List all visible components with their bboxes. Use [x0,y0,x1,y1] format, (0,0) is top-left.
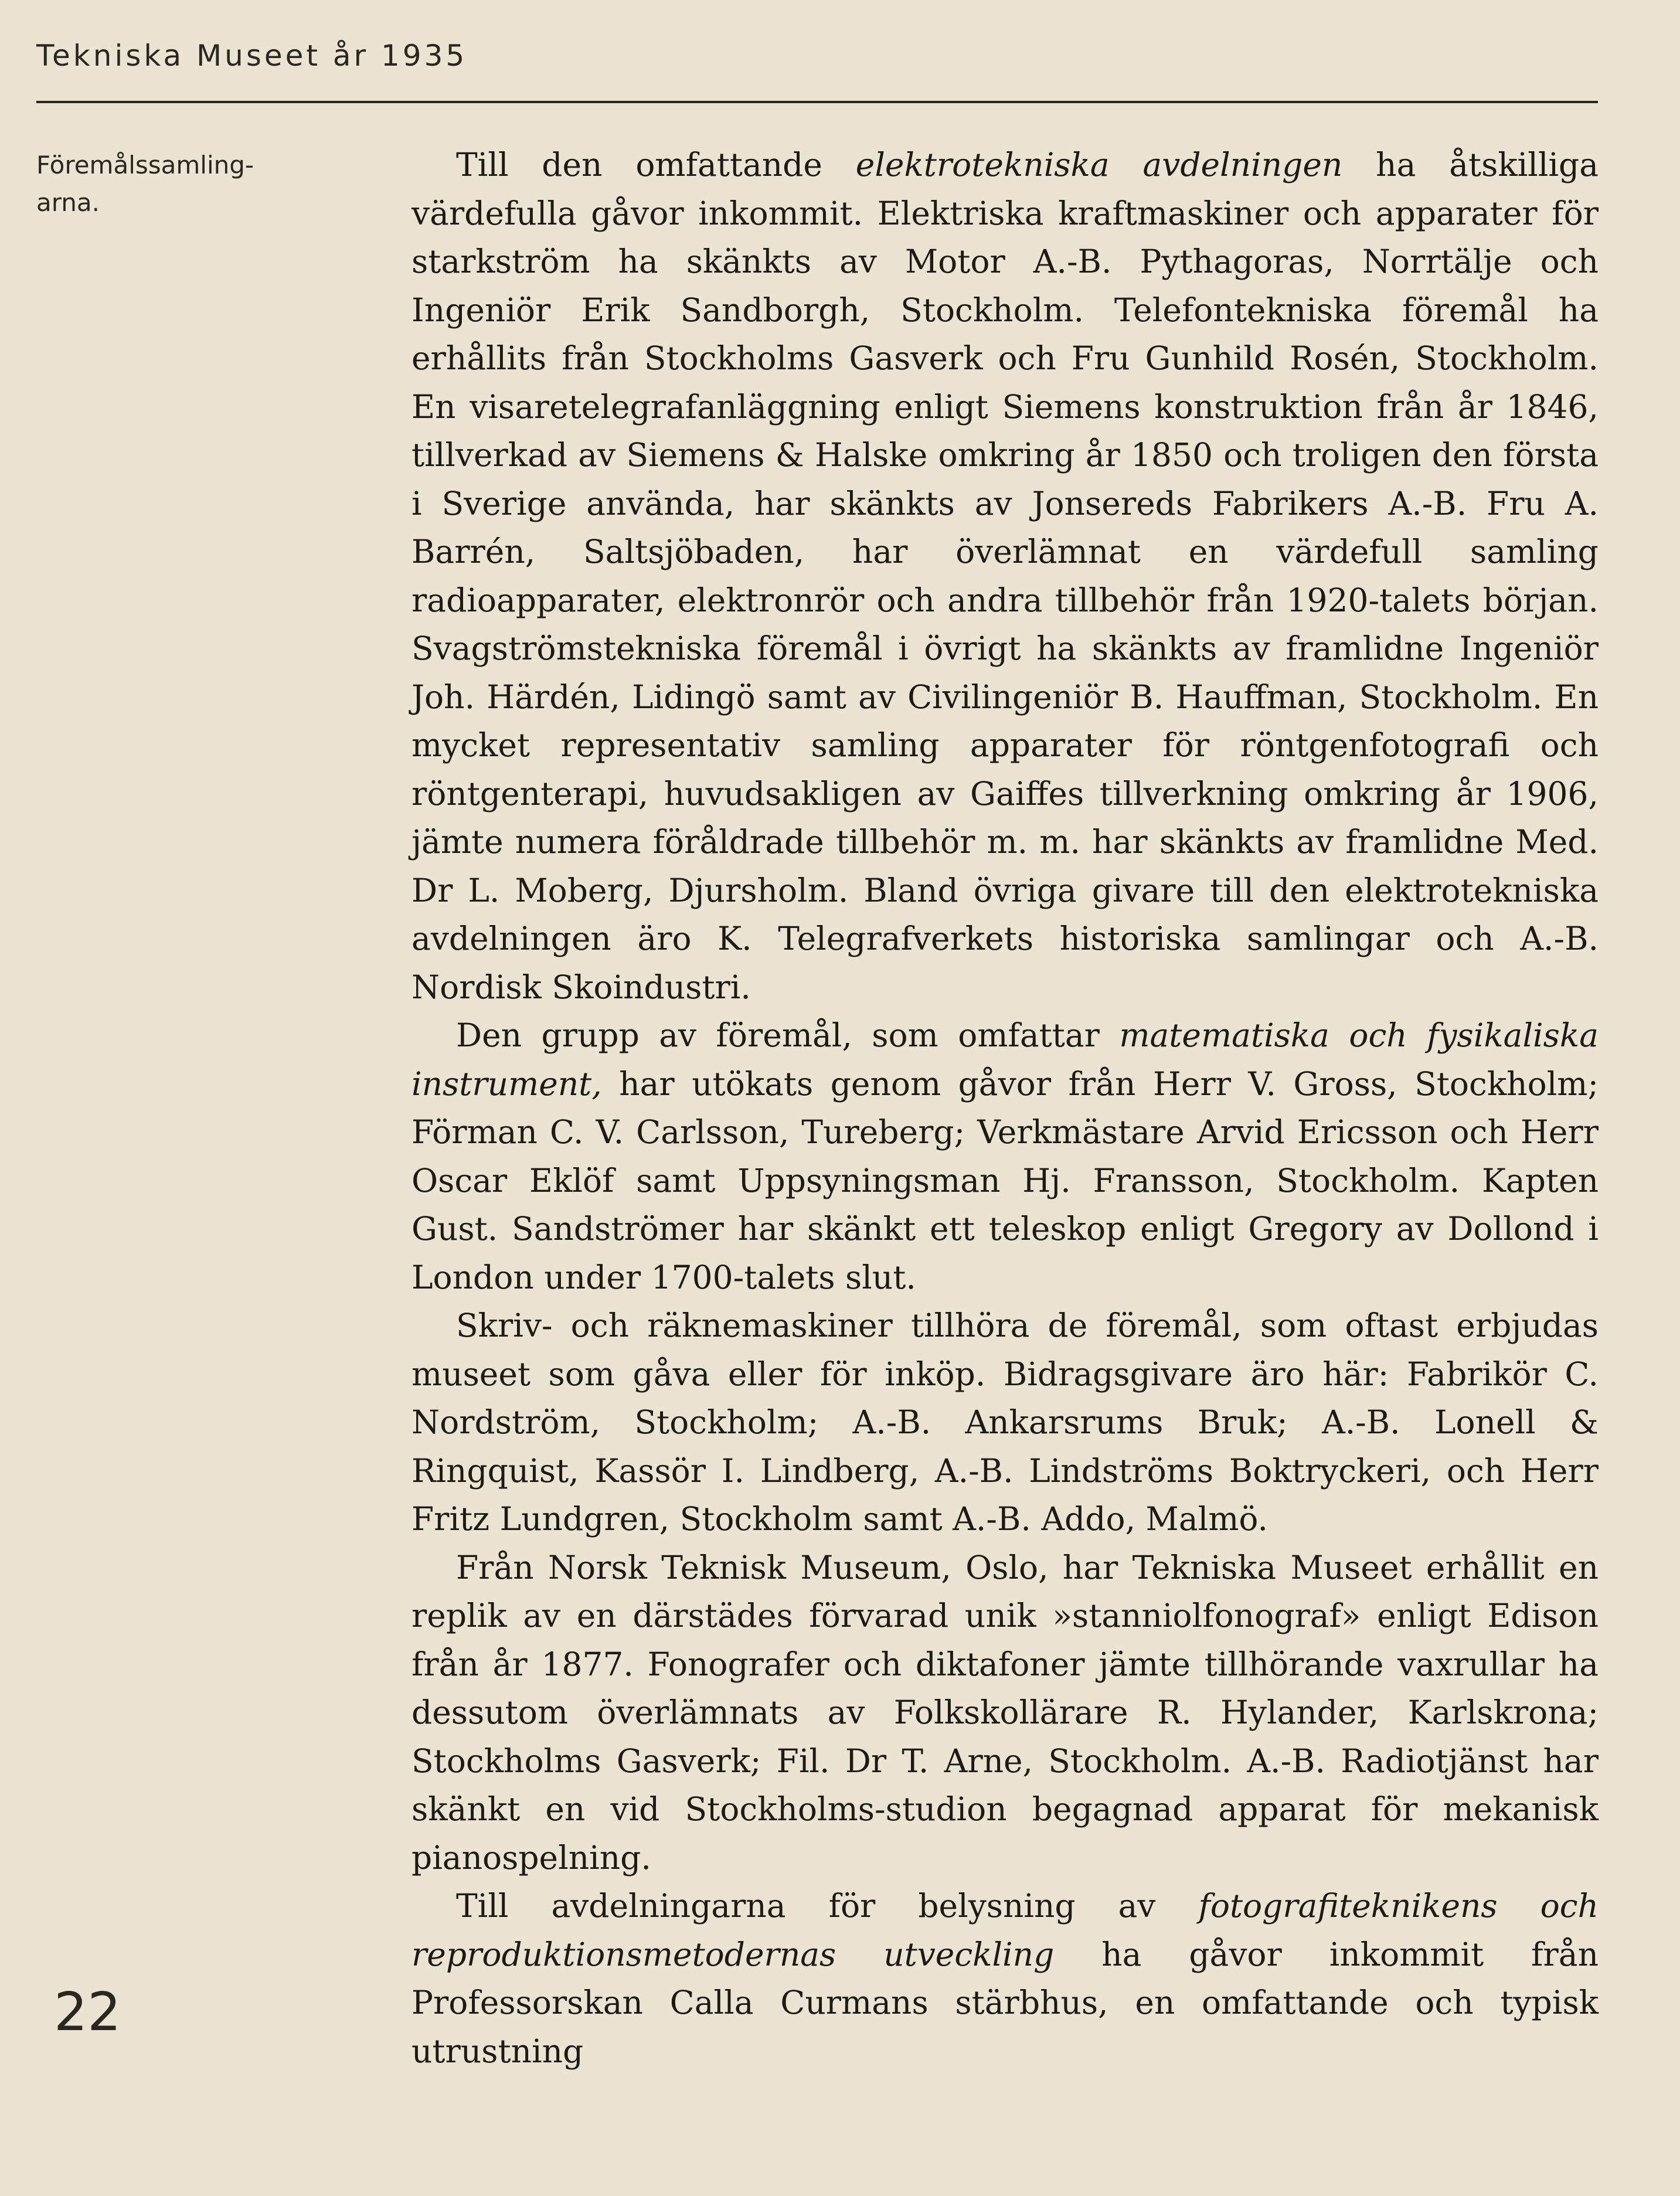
paragraph-text: har utökats genom gåvor från Herr V. Gross, Stockholm; Förman C. V. Carlsson, Tureberg; Verkmästare Arvid Ericsson och Herr Oscar Eklöf samt Uppsyningsman Hj. Fransson, Stockholm. Kapten Gust. Sandströmer har skänkt ett teleskop enligt Gregory av Dollond i London under 1700-talets slut. [412,1065,1599,1296]
page-number: 22 [54,1981,121,2043]
margin-note [36,147,388,222]
paragraph-instruments [412,1011,1599,1301]
paragraph-italic: matematiska och fysikaliska instrument, [412,1017,1599,1103]
margin-note-line: Föremålssamling- [36,151,254,179]
header-rule [36,101,1598,103]
paragraph-italic: elektrotekniska avdelningen [855,146,1343,183]
paragraph-text: ha gåvor inkommit från Professorskan Calla Curmans stärbhus, en omfattande och typisk utrustning [412,1935,1599,2070]
paragraph-text: Till avdelningarna för belysning av [456,1887,1199,1925]
paragraph-text: Till den omfattande [456,146,856,183]
paragraph-photography [412,1882,1599,2075]
paragraph-italic: fotografiteknikens och reproduktionsmetodernas utveckling [412,1887,1599,1973]
body-text [412,141,1599,2075]
running-title: Tekniska Museet år 1935 [36,39,468,73]
paragraph-calculators [412,1301,1599,1544]
paragraph-electrotechnical [412,141,1599,1011]
paragraph-text: Från Norsk Teknisk Museum, Oslo, har Tekniska Museet erhållit en replik av en därstädes förvarad unik »stanniolfonograf» enligt Edison från år 1877. Fonografer och diktafoner jämte tillhörande vaxrullar ha dessutom överlämnats av Folkskollärare R. Hylander, Karlskrona; Stockholms Gasverk; Fil. Dr T. Arne, Stockholm. A.-B. Radiotjänst har skänkt en vid Stockholms-studion begagnad apparat för mekanisk pianospelning. [412,1548,1599,1877]
paragraph-phonographs [412,1544,1599,1882]
paragraph-text: Den grupp av föremål, som omfattar [456,1017,1120,1054]
paragraph-text: ha åtskilliga värdefulla gåvor inkommit. Elektriska kraftmaskiner och apparater för starkström ha skänkts av Motor A.-B. Pythagoras, Norrtälje och Ingeniör Erik Sandborgh, Stockholm. Telefontekniska föremål ha erhållits från Stockholms Gasverk och Fru Gunhild Rosén, Stockholm. En visaretelegrafanläggning enligt Siemens konstruktion från år 1846, tillverkad av Siemens & Halske omkring år 1850 och troligen den första i Sverige använda, har skänkts av Jonsereds Fabrikers A.-B. Fru A. Barrén, Saltsjöbaden, har överlämnat en värdefull samling radioapparater, elektronrör och andra tillbehör från 1920-talets början. Svagströmstekniska föremål i övrigt ha skänkts av framlidne Ingeniör Joh. Härdén, Lidingö samt av Civilingeniör B. Hauffman, Stockholm. En mycket representativ samling apparater för röntgenfotografi och röntgenterapi, huvudsakligen av Gaiffes tillverkning omkring år 1906, jämte numera föråldrade tillbehör m. m. har skänkts av framlidne Med. Dr L. Moberg, Djursholm. Bland övriga givare till den elektrotekniska avdelningen äro K. Telegrafverkets historiska samlingar och A.-B. Nordisk Skoindustri. [412,146,1599,1006]
margin-note-line: arna. [36,188,100,217]
paragraph-text: Skriv- och räknemaskiner tillhöra de föremål, som oftast erbjudas museet som gåva eller för inköp. Bidragsgivare äro här: Fabrikör C. Nordström, Stockholm; A.-B. Ankarsrums Bruk; A.-B. Lonell & Ringquist, Kassör I. Lindberg, A.-B. Lindströms Boktryckeri, och Herr Fritz Lundgren, Stockholm samt A.-B. Addo, Malmö. [412,1307,1599,1538]
